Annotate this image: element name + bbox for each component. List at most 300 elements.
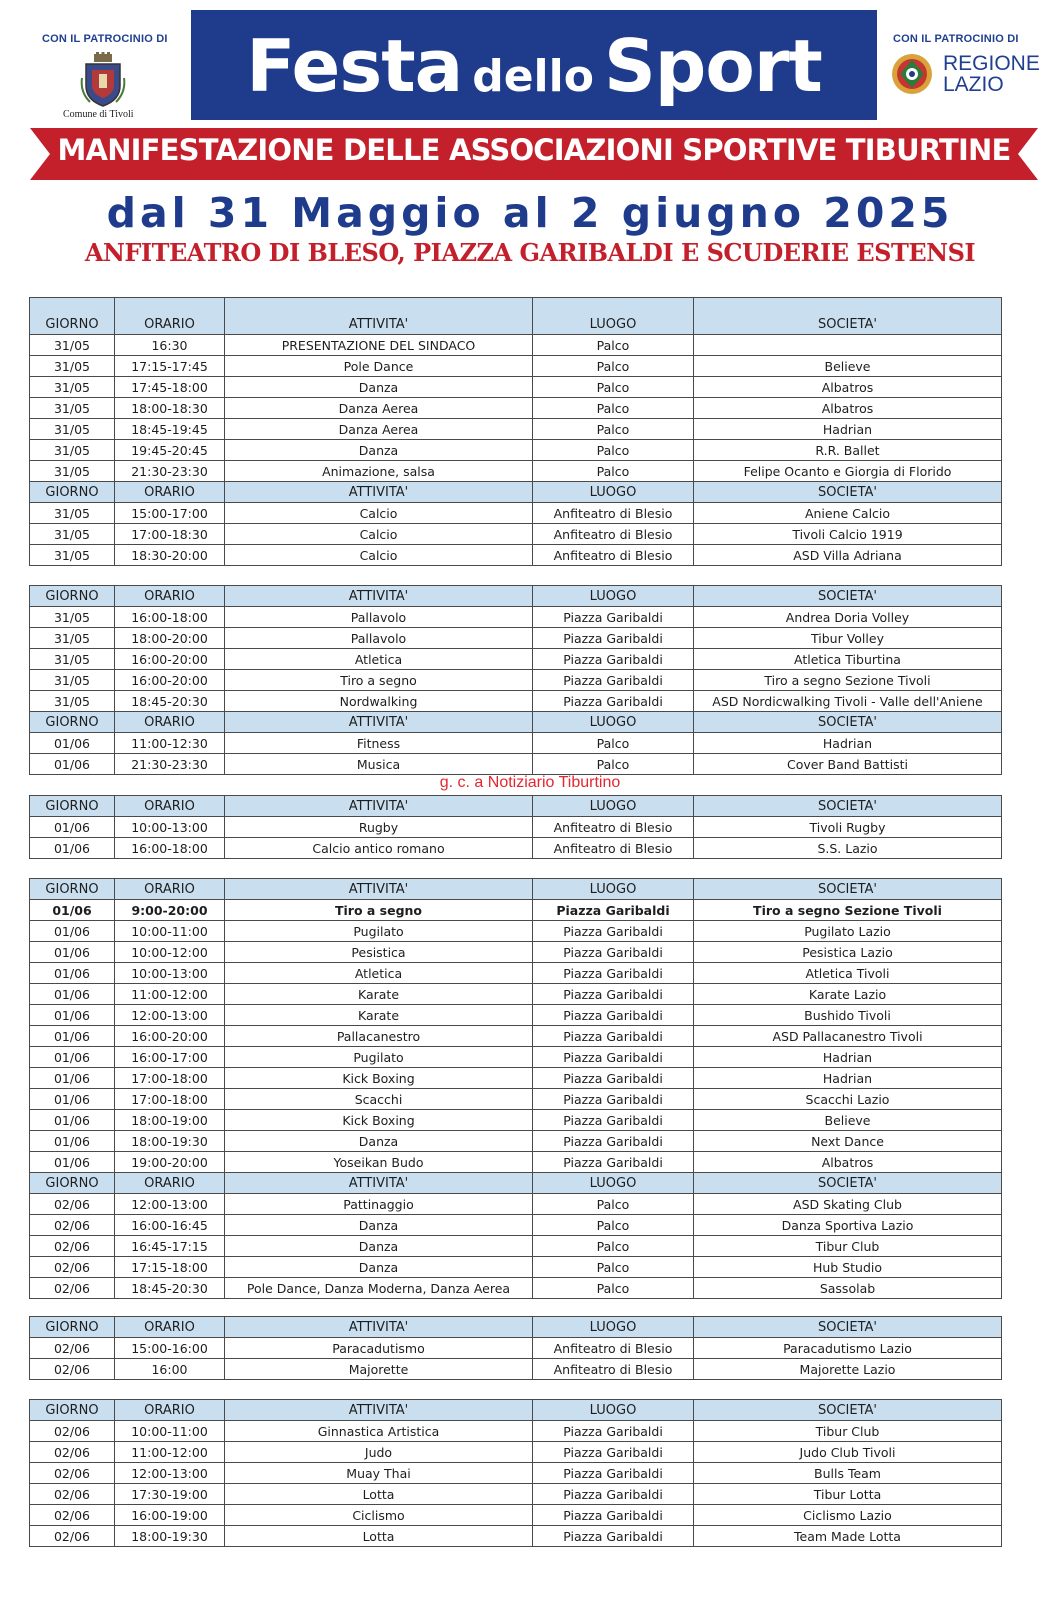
- cell-orario: 10:00-13:00: [115, 963, 225, 984]
- cell-giorno: 31/05: [30, 440, 115, 461]
- watermark-credit: g. c. a Notiziario Tiburtino: [439, 774, 621, 791]
- table-row: [30, 900, 1002, 921]
- column-header-societa: SOCIETA': [694, 298, 1002, 335]
- cell-luogo: Piazza Garibaldi: [533, 900, 694, 921]
- cell-attivita: PRESENTAZIONE DEL SINDACO: [225, 335, 533, 356]
- table-header-row: [30, 1173, 1002, 1194]
- table-row: [30, 335, 1002, 356]
- column-header-societa: SOCIETA': [694, 586, 1002, 607]
- column-header-societa: SOCIETA': [694, 1317, 1002, 1338]
- table-row: [30, 356, 1002, 377]
- cell-attivita: Danza: [225, 1257, 533, 1278]
- column-header-luogo: LUOGO: [533, 879, 694, 900]
- cell-attivita: Tiro a segno: [225, 670, 533, 691]
- column-header-orario: ORARIO: [115, 586, 225, 607]
- cell-orario: 10:00-11:00: [115, 921, 225, 942]
- cell-orario: 17:15-17:45: [115, 356, 225, 377]
- cell-orario: 18:45-19:45: [115, 419, 225, 440]
- cell-luogo: Piazza Garibaldi: [533, 1421, 694, 1442]
- cell-luogo: Palco: [533, 398, 694, 419]
- cell-giorno: 02/06: [30, 1484, 115, 1505]
- table-row: [30, 1257, 1002, 1278]
- cell-giorno: 01/06: [30, 984, 115, 1005]
- table-row: [30, 942, 1002, 963]
- cell-luogo: Anfiteatro di Blesio: [533, 1338, 694, 1359]
- cell-luogo: Palco: [533, 461, 694, 482]
- cell-societa: Next Dance: [694, 1131, 1002, 1152]
- schedule-table: [29, 297, 1002, 566]
- table-row: [30, 377, 1002, 398]
- cell-giorno: 31/05: [30, 419, 115, 440]
- table-header-row: [30, 1400, 1002, 1421]
- cell-luogo: Palco: [533, 1215, 694, 1236]
- table-row: [30, 1442, 1002, 1463]
- cell-societa: Danza Sportiva Lazio: [694, 1215, 1002, 1236]
- cell-giorno: 02/06: [30, 1194, 115, 1215]
- regione-line1: REGIONE: [943, 52, 1040, 75]
- cell-orario: 16:00-18:00: [115, 838, 225, 859]
- cell-attivita: Danza Aerea: [225, 398, 533, 419]
- cell-orario: 16:45-17:15: [115, 1236, 225, 1257]
- cell-societa: Hadrian: [694, 733, 1002, 754]
- cell-giorno: 01/06: [30, 817, 115, 838]
- cell-giorno: 31/05: [30, 398, 115, 419]
- cell-societa: Bulls Team: [694, 1463, 1002, 1484]
- cell-giorno: 31/05: [30, 335, 115, 356]
- regione-line2: LAZIO: [943, 73, 1004, 96]
- table-row: [30, 1047, 1002, 1068]
- cell-societa: [694, 335, 1002, 356]
- cell-societa: Tibur Volley: [694, 628, 1002, 649]
- column-header-luogo: LUOGO: [533, 1317, 694, 1338]
- cell-societa: Albatros: [694, 398, 1002, 419]
- column-header-giorno: GIORNO: [30, 796, 115, 817]
- cell-attivita: Rugby: [225, 817, 533, 838]
- cell-societa: Felipe Ocanto e Giorgia di Florido: [694, 461, 1002, 482]
- cell-giorno: 01/06: [30, 1005, 115, 1026]
- cell-societa: Majorette Lazio: [694, 1359, 1002, 1380]
- cell-orario: 18:30-20:00: [115, 545, 225, 566]
- table-header-row: [30, 796, 1002, 817]
- table-row: [30, 733, 1002, 754]
- cell-giorno: 01/06: [30, 1131, 115, 1152]
- table-header-row: [30, 298, 1002, 335]
- column-header-societa: SOCIETA': [694, 879, 1002, 900]
- cell-attivita: Pattinaggio: [225, 1194, 533, 1215]
- cell-societa: Ciclismo Lazio: [694, 1505, 1002, 1526]
- cell-societa: Paracadutismo Lazio: [694, 1338, 1002, 1359]
- cell-giorno: 02/06: [30, 1505, 115, 1526]
- cell-societa: ASD Nordicwalking Tivoli - Valle dell'Aniene: [694, 691, 1002, 712]
- cell-giorno: 02/06: [30, 1359, 115, 1380]
- cell-luogo: Piazza Garibaldi: [533, 1047, 694, 1068]
- table-header-row: [30, 586, 1002, 607]
- cell-societa: Aniene Calcio: [694, 503, 1002, 524]
- table-row: [30, 503, 1002, 524]
- cell-attivita: Calcio: [225, 545, 533, 566]
- table-row: [30, 1338, 1002, 1359]
- cell-attivita: Pole Dance: [225, 356, 533, 377]
- column-header-giorno: GIORNO: [30, 1173, 115, 1194]
- cell-giorno: 01/06: [30, 733, 115, 754]
- cell-orario: 18:00-19:30: [115, 1131, 225, 1152]
- cell-orario: 17:30-19:00: [115, 1484, 225, 1505]
- event-title-banner: [191, 10, 877, 120]
- cell-luogo: Anfiteatro di Blesio: [533, 838, 694, 859]
- table-row: [30, 607, 1002, 628]
- cell-societa: Team Made Lotta: [694, 1526, 1002, 1547]
- cell-orario: 16:00-20:00: [115, 649, 225, 670]
- cell-luogo: Piazza Garibaldi: [533, 942, 694, 963]
- cell-luogo: Piazza Garibaldi: [533, 1068, 694, 1089]
- cell-societa: Albatros: [694, 377, 1002, 398]
- cell-attivita: Kick Boxing: [225, 1110, 533, 1131]
- column-header-attivita: ATTIVITA': [225, 1317, 533, 1338]
- cell-luogo: Palco: [533, 733, 694, 754]
- table-row: [30, 440, 1002, 461]
- cell-orario: 9:00-20:00: [115, 900, 225, 921]
- cell-luogo: Palco: [533, 335, 694, 356]
- cell-orario: 15:00-16:00: [115, 1338, 225, 1359]
- table-row: [30, 419, 1002, 440]
- cell-attivita: Atletica: [225, 963, 533, 984]
- cell-societa: Tivoli Rugby: [694, 817, 1002, 838]
- cell-giorno: 31/05: [30, 461, 115, 482]
- cell-orario: 16:00-20:00: [115, 1026, 225, 1047]
- column-header-luogo: LUOGO: [533, 1173, 694, 1194]
- column-header-orario: ORARIO: [115, 1400, 225, 1421]
- cell-attivita: Fitness: [225, 733, 533, 754]
- table-row: [30, 524, 1002, 545]
- table-header-row: [30, 1317, 1002, 1338]
- column-header-societa: SOCIETA': [694, 1173, 1002, 1194]
- column-header-orario: ORARIO: [115, 712, 225, 733]
- cell-luogo: Palco: [533, 754, 694, 775]
- cell-attivita: Paracadutismo: [225, 1338, 533, 1359]
- table-row: [30, 1215, 1002, 1236]
- cell-giorno: 31/05: [30, 628, 115, 649]
- cell-orario: 16:00: [115, 1359, 225, 1380]
- cell-giorno: 01/06: [30, 942, 115, 963]
- cell-luogo: Piazza Garibaldi: [533, 1089, 694, 1110]
- cell-luogo: Piazza Garibaldi: [533, 607, 694, 628]
- table-row: [30, 691, 1002, 712]
- cell-giorno: 01/06: [30, 838, 115, 859]
- cell-luogo: Anfiteatro di Blesio: [533, 1359, 694, 1380]
- column-header-orario: ORARIO: [115, 1173, 225, 1194]
- cell-giorno: 01/06: [30, 1110, 115, 1131]
- table-row: [30, 1359, 1002, 1380]
- cell-attivita: Danza: [225, 1131, 533, 1152]
- cell-giorno: 01/06: [30, 754, 115, 775]
- cell-attivita: Muay Thai: [225, 1463, 533, 1484]
- cell-societa: Hadrian: [694, 419, 1002, 440]
- column-header-giorno: GIORNO: [30, 879, 115, 900]
- cell-attivita: Judo: [225, 1442, 533, 1463]
- table-row: [30, 838, 1002, 859]
- cell-attivita: Danza: [225, 440, 533, 461]
- cell-giorno: 01/06: [30, 963, 115, 984]
- cell-luogo: Anfiteatro di Blesio: [533, 503, 694, 524]
- cell-giorno: 02/06: [30, 1257, 115, 1278]
- cell-societa: Karate Lazio: [694, 984, 1002, 1005]
- cell-attivita: Pole Dance, Danza Moderna, Danza Aerea: [225, 1278, 533, 1299]
- cell-giorno: 31/05: [30, 503, 115, 524]
- cell-attivita: Animazione, salsa: [225, 461, 533, 482]
- column-header-orario: ORARIO: [115, 1317, 225, 1338]
- table-row: [30, 817, 1002, 838]
- cell-attivita: Yoseikan Budo: [225, 1152, 533, 1173]
- cell-giorno: 02/06: [30, 1215, 115, 1236]
- column-header-giorno: GIORNO: [30, 482, 115, 503]
- column-header-giorno: GIORNO: [30, 1317, 115, 1338]
- cell-attivita: Ginnastica Artistica: [225, 1421, 533, 1442]
- column-header-giorno: GIORNO: [30, 1400, 115, 1421]
- cell-societa: Believe: [694, 1110, 1002, 1131]
- cell-orario: 18:45-20:30: [115, 691, 225, 712]
- cell-orario: 18:00-19:00: [115, 1110, 225, 1131]
- cell-societa: R.R. Ballet: [694, 440, 1002, 461]
- cell-societa: Hadrian: [694, 1047, 1002, 1068]
- cell-orario: 16:30: [115, 335, 225, 356]
- table-row: [30, 963, 1002, 984]
- cell-luogo: Piazza Garibaldi: [533, 1484, 694, 1505]
- cell-luogo: Palco: [533, 377, 694, 398]
- cell-luogo: Palco: [533, 1194, 694, 1215]
- cell-giorno: 01/06: [30, 1047, 115, 1068]
- cell-giorno: 31/05: [30, 356, 115, 377]
- table-row: [30, 1194, 1002, 1215]
- schedule-table: [29, 585, 1002, 775]
- cell-societa: Tiro a segno Sezione Tivoli: [694, 670, 1002, 691]
- cell-luogo: Palco: [533, 356, 694, 377]
- table-row: [30, 1236, 1002, 1257]
- schedule-table: [29, 795, 1002, 859]
- regione-lazio-label: [943, 53, 1040, 95]
- cell-attivita: Nordwalking: [225, 691, 533, 712]
- cell-attivita: Karate: [225, 984, 533, 1005]
- cell-orario: 16:00-18:00: [115, 607, 225, 628]
- cell-attivita: Calcio: [225, 524, 533, 545]
- cell-societa: S.S. Lazio: [694, 838, 1002, 859]
- cell-societa: Sassolab: [694, 1278, 1002, 1299]
- table-row: [30, 754, 1002, 775]
- cell-luogo: Anfiteatro di Blesio: [533, 817, 694, 838]
- cell-giorno: 31/05: [30, 607, 115, 628]
- cell-orario: 18:00-20:00: [115, 628, 225, 649]
- cell-attivita: Pugilato: [225, 921, 533, 942]
- cell-orario: 17:00-18:00: [115, 1089, 225, 1110]
- cell-societa: Tibur Club: [694, 1236, 1002, 1257]
- cell-societa: Judo Club Tivoli: [694, 1442, 1002, 1463]
- regione-lazio-logo-icon: [891, 53, 933, 95]
- cell-luogo: Palco: [533, 419, 694, 440]
- column-header-attivita: ATTIVITA': [225, 482, 533, 503]
- cell-societa: Tivoli Calcio 1919: [694, 524, 1002, 545]
- column-header-orario: ORARIO: [115, 482, 225, 503]
- table-row: [30, 1278, 1002, 1299]
- cell-luogo: Anfiteatro di Blesio: [533, 545, 694, 566]
- cell-attivita: Danza: [225, 1215, 533, 1236]
- cell-orario: 16:00-16:45: [115, 1215, 225, 1236]
- cell-luogo: Piazza Garibaldi: [533, 1026, 694, 1047]
- cell-luogo: Piazza Garibaldi: [533, 1442, 694, 1463]
- cell-orario: 10:00-12:00: [115, 942, 225, 963]
- cell-orario: 12:00-13:00: [115, 1005, 225, 1026]
- cell-orario: 19:45-20:45: [115, 440, 225, 461]
- cell-orario: 12:00-13:00: [115, 1194, 225, 1215]
- cell-luogo: Piazza Garibaldi: [533, 691, 694, 712]
- cell-luogo: Palco: [533, 1278, 694, 1299]
- cell-giorno: 02/06: [30, 1442, 115, 1463]
- cell-giorno: 01/06: [30, 1152, 115, 1173]
- cell-orario: 17:00-18:00: [115, 1068, 225, 1089]
- column-header-societa: SOCIETA': [694, 712, 1002, 733]
- cell-luogo: Anfiteatro di Blesio: [533, 524, 694, 545]
- cell-societa: Pugilato Lazio: [694, 921, 1002, 942]
- column-header-attivita: ATTIVITA': [225, 712, 533, 733]
- cell-orario: 10:00-13:00: [115, 817, 225, 838]
- cell-giorno: 02/06: [30, 1421, 115, 1442]
- comune-crest-icon: [80, 52, 126, 108]
- column-header-societa: SOCIETA': [694, 1400, 1002, 1421]
- column-header-luogo: LUOGO: [533, 482, 694, 503]
- schedule-table: [29, 1399, 1002, 1547]
- cell-societa: Pesistica Lazio: [694, 942, 1002, 963]
- column-header-luogo: LUOGO: [533, 712, 694, 733]
- table-row: [30, 545, 1002, 566]
- column-header-orario: ORARIO: [115, 796, 225, 817]
- cell-attivita: Pugilato: [225, 1047, 533, 1068]
- cell-orario: 16:00-19:00: [115, 1505, 225, 1526]
- table-row: [30, 670, 1002, 691]
- cell-giorno: 31/05: [30, 670, 115, 691]
- cell-luogo: Piazza Garibaldi: [533, 984, 694, 1005]
- cell-orario: 17:00-18:30: [115, 524, 225, 545]
- cell-luogo: Piazza Garibaldi: [533, 1463, 694, 1484]
- cell-orario: 18:45-20:30: [115, 1278, 225, 1299]
- cell-societa: Hadrian: [694, 1068, 1002, 1089]
- cell-giorno: 02/06: [30, 1526, 115, 1547]
- cell-attivita: Pallavolo: [225, 607, 533, 628]
- cell-orario: 17:45-18:00: [115, 377, 225, 398]
- cell-societa: ASD Skating Club: [694, 1194, 1002, 1215]
- cell-luogo: Palco: [533, 1236, 694, 1257]
- table-row: [30, 1026, 1002, 1047]
- column-header-societa: SOCIETA': [694, 796, 1002, 817]
- cell-orario: 10:00-11:00: [115, 1421, 225, 1442]
- table-row: [30, 628, 1002, 649]
- cell-giorno: 02/06: [30, 1278, 115, 1299]
- column-header-luogo: LUOGO: [533, 586, 694, 607]
- table-row: [30, 398, 1002, 419]
- cell-giorno: 31/05: [30, 691, 115, 712]
- cell-giorno: 01/06: [30, 900, 115, 921]
- cell-giorno: 02/06: [30, 1463, 115, 1484]
- cell-luogo: Piazza Garibaldi: [533, 921, 694, 942]
- cell-societa: Atletica Tivoli: [694, 963, 1002, 984]
- cell-attivita: Calcio: [225, 503, 533, 524]
- title-word-dello: dello: [472, 51, 594, 102]
- ribbon-subtitle: MANIFESTAZIONE DELLE ASSOCIAZIONI SPORTIVE TIBURTINE: [57, 133, 1011, 167]
- cell-giorno: 01/06: [30, 921, 115, 942]
- event-dates: dal 31 Maggio al 2 giugno 2025: [106, 189, 954, 237]
- cell-luogo: Piazza Garibaldi: [533, 963, 694, 984]
- cell-societa: Bushido Tivoli: [694, 1005, 1002, 1026]
- column-header-giorno: GIORNO: [30, 298, 115, 335]
- cell-giorno: 01/06: [30, 1068, 115, 1089]
- cell-luogo: Piazza Garibaldi: [533, 670, 694, 691]
- table-row: [30, 1152, 1002, 1173]
- cell-orario: 12:00-13:00: [115, 1463, 225, 1484]
- cell-orario: 16:00-17:00: [115, 1047, 225, 1068]
- cell-societa: Cover Band Battisti: [694, 754, 1002, 775]
- table-row: [30, 1131, 1002, 1152]
- column-header-luogo: LUOGO: [533, 796, 694, 817]
- table-row: [30, 1526, 1002, 1547]
- cell-societa: Tiro a segno Sezione Tivoli: [694, 900, 1002, 921]
- column-header-attivita: ATTIVITA': [225, 586, 533, 607]
- cell-societa: Atletica Tiburtina: [694, 649, 1002, 670]
- patronage-left-label: CON IL PATROCINIO DI: [42, 33, 168, 45]
- cell-giorno: 02/06: [30, 1338, 115, 1359]
- cell-attivita: Majorette: [225, 1359, 533, 1380]
- cell-societa: ASD Villa Adriana: [694, 545, 1002, 566]
- cell-giorno: 31/05: [30, 377, 115, 398]
- cell-luogo: Palco: [533, 440, 694, 461]
- cell-attivita: Ciclismo: [225, 1505, 533, 1526]
- cell-giorno: 02/06: [30, 1236, 115, 1257]
- table-row: [30, 984, 1002, 1005]
- table-row: [30, 1110, 1002, 1131]
- cell-luogo: Piazza Garibaldi: [533, 1526, 694, 1547]
- cell-orario: 18:00-19:30: [115, 1526, 225, 1547]
- cell-attivita: Lotta: [225, 1484, 533, 1505]
- table-row: [30, 461, 1002, 482]
- table-row: [30, 921, 1002, 942]
- cell-societa: Scacchi Lazio: [694, 1089, 1002, 1110]
- table-row: [30, 1505, 1002, 1526]
- table-header-row: [30, 482, 1002, 503]
- cell-societa: Albatros: [694, 1152, 1002, 1173]
- cell-giorno: 01/06: [30, 1026, 115, 1047]
- cell-orario: 21:30-23:30: [115, 461, 225, 482]
- title-word-festa: Festa: [246, 24, 463, 108]
- schedule-table: [29, 1316, 1002, 1380]
- cell-attivita: Danza Aerea: [225, 419, 533, 440]
- cell-attivita: Atletica: [225, 649, 533, 670]
- column-header-attivita: ATTIVITA': [225, 1173, 533, 1194]
- cell-attivita: Musica: [225, 754, 533, 775]
- table-header-row: [30, 712, 1002, 733]
- column-header-attivita: ATTIVITA': [225, 879, 533, 900]
- cell-orario: 18:00-18:30: [115, 398, 225, 419]
- table-row: [30, 1463, 1002, 1484]
- cell-attivita: Lotta: [225, 1526, 533, 1547]
- cell-attivita: Danza: [225, 377, 533, 398]
- cell-orario: 15:00-17:00: [115, 503, 225, 524]
- table-header-row: [30, 879, 1002, 900]
- cell-orario: 11:00-12:30: [115, 733, 225, 754]
- column-header-luogo: LUOGO: [533, 298, 694, 335]
- cell-orario: 21:30-23:30: [115, 754, 225, 775]
- cell-giorno: 31/05: [30, 524, 115, 545]
- cell-attivita: Scacchi: [225, 1089, 533, 1110]
- cell-luogo: Piazza Garibaldi: [533, 1110, 694, 1131]
- column-header-luogo: LUOGO: [533, 1400, 694, 1421]
- column-header-attivita: ATTIVITA': [225, 298, 533, 335]
- cell-attivita: Pallavolo: [225, 628, 533, 649]
